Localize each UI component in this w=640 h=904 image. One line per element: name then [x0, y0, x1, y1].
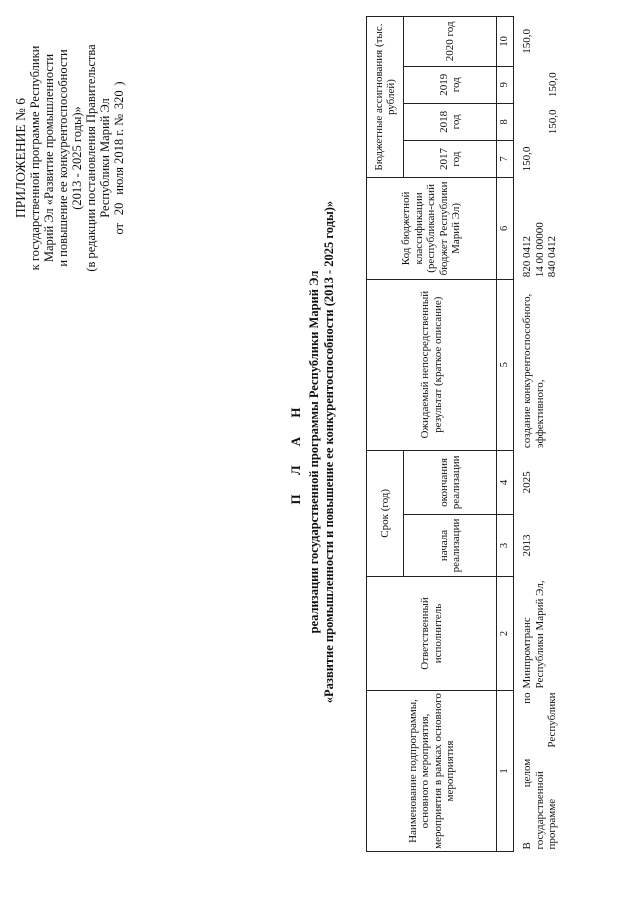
executor-cell: Минпромтранс Республики Марий Эл, — [521, 580, 546, 689]
column-number-row — [497, 17, 514, 852]
plan-table — [366, 16, 561, 852]
name-word: по — [521, 692, 533, 704]
budget-code-line: 14 00 00000 — [533, 222, 546, 278]
plan-title: П Л А Н — [288, 399, 303, 505]
header-term: Срок (год) — [367, 450, 404, 576]
plan-subtitle-line: «Развитие промышленности и повышение ее конкурентоспособности (2013 - 2025 годы)» — [322, 200, 336, 704]
decree-number: 320 — [112, 90, 126, 110]
column-number: 1 — [497, 690, 514, 851]
column-number: 7 — [497, 140, 514, 177]
budget-code-line: 840 0412 — [546, 235, 558, 278]
plan-subtitle-line: реализации государственной программы Республики Марий Эл — [307, 270, 321, 634]
header-row — [367, 17, 404, 852]
header-code: Код бюджетной классификации (республикан-ский бюджет Республики Марий Эл) — [367, 178, 497, 280]
header-executor: Ответственный исполнитель — [367, 577, 497, 691]
budget-2019-cell — [514, 66, 561, 103]
header-result: Ожидаемый непосредственный результат (краткое описание) — [367, 279, 497, 450]
budget-2019-value: 150,0 — [547, 72, 559, 98]
header-year-2020: 2020 год — [404, 17, 497, 67]
annex-line: (2013 - 2025 годы)» — [70, 106, 84, 210]
program-name-line — [546, 692, 559, 849]
header-budget: Бюджетные ассигнования (тыс. рублей) — [367, 17, 404, 178]
header-year-2018: 2018 год — [404, 103, 497, 140]
program-name-cell — [514, 690, 561, 851]
result-cell: создание конкурентоспособного, эффективного, — [521, 293, 546, 449]
date-prefix: от — [112, 222, 126, 235]
annex-title: ПРИЛОЖЕНИЕ № 6 — [13, 97, 28, 219]
budget-2020-cell: 150,0 — [521, 28, 533, 54]
budget-code-cell — [514, 178, 561, 280]
header-term-start: начала реализации — [404, 515, 497, 577]
end-year-cell: 2025 — [521, 471, 533, 494]
budget-code-line: 820 0412 — [521, 235, 533, 278]
close-paren: ) — [112, 81, 126, 86]
start-year-cell: 2013 — [521, 534, 533, 557]
column-number: 6 — [497, 178, 514, 280]
name-word: программе — [546, 798, 558, 850]
date-day: 20 — [112, 202, 126, 216]
annex-line: Республики Марий Эл — [98, 98, 112, 218]
name-word: В — [521, 842, 533, 850]
header-year-2019: 2019 год — [404, 66, 497, 103]
table-row — [514, 17, 561, 852]
annex-line: (в редакции постановления Правительства — [84, 44, 98, 272]
column-number: 8 — [497, 103, 514, 140]
budget-2018-cell — [514, 103, 561, 140]
budget-2017-cell: 150,0 — [521, 146, 533, 172]
program-name-line: государственной — [533, 771, 546, 850]
date-month-year: июля 2018 г. № — [112, 113, 126, 195]
annex-line: и повышение ее конкурентоспособности — [56, 49, 70, 267]
column-number: 9 — [497, 66, 514, 103]
header-term-end: окончания реализации — [404, 450, 497, 514]
column-number: 2 — [497, 577, 514, 691]
column-number: 3 — [497, 515, 514, 577]
column-number: 4 — [497, 450, 514, 514]
plan-subtitle — [307, 0, 337, 904]
column-number: 5 — [497, 279, 514, 450]
annex-line: Марий Эл «Развитие промышленности — [42, 53, 56, 263]
annex-date-line — [112, 20, 126, 296]
column-number: 10 — [497, 17, 514, 67]
annex-line: к государственной программе Республики — [28, 45, 42, 271]
budget-2018-value: 150,0 — [547, 109, 559, 135]
header-year-2017: 2017 год — [404, 140, 497, 177]
program-name-line — [521, 692, 534, 849]
name-word: Республики — [546, 692, 558, 748]
header-name: Наименование подпрограммы, основного мероприятия, мероприятия в рамках основного мероприятия — [367, 690, 497, 851]
annex-header — [14, 20, 126, 296]
name-word: целом — [521, 758, 533, 788]
